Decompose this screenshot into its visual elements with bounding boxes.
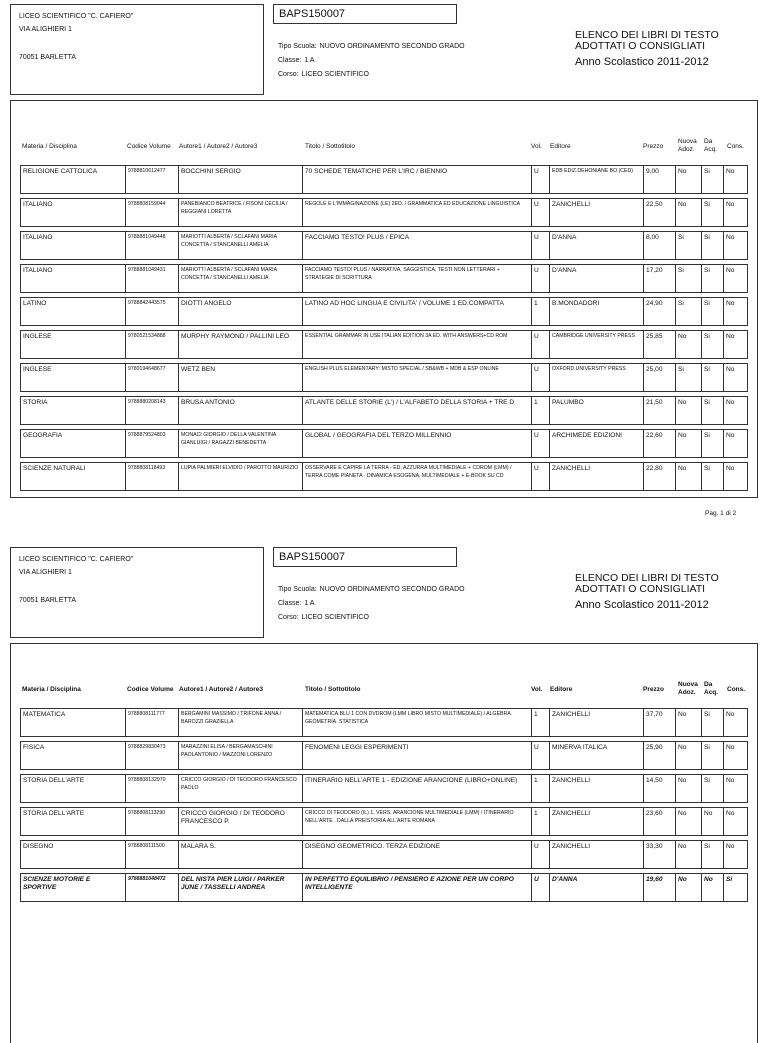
cell-nuova: Si [676, 298, 702, 326]
school-street: VIA ALIGHIERI 1 [19, 26, 72, 33]
school-info-box [10, 4, 264, 95]
cell-materia: SCIENZE MOTORIE E SPORTIVE [21, 874, 126, 902]
col-header-prezzo: Prezzo [643, 686, 664, 693]
cell-editore: D'ANNA [550, 874, 644, 902]
class: Classe: 1 A [278, 57, 315, 64]
cell-codice: 9788808118493 [126, 463, 179, 491]
cell-prezzo: 25,85 [644, 331, 676, 359]
cell-autori: MURPHY RAYMOND / PALLINI LEO [179, 331, 303, 359]
cell-editore: ZANICHELLI [550, 808, 644, 836]
cell-vol: U [532, 331, 550, 359]
col-header-codice: Codice Volume [127, 143, 171, 150]
cell-prezzo: 22,80 [644, 463, 676, 491]
cell-codice: 9788880208143 [126, 397, 179, 425]
col-header-titolo: Titolo / Sottotitolo [305, 686, 361, 693]
cell-autori: CRICCO GIORGIO / DI TEODORO FRANCESCO PAOLO [179, 775, 303, 803]
cell-titolo: ENGLISH PLUS ELEMENTARY: MISTO SPECIAL / SB&WB + MDB & ESP ONLINE [303, 364, 532, 392]
cell-titolo: ITINERARIO NELL'ARTE 1 - EDIZIONE ARANCIONE (LIBRO+ONLINE) [303, 775, 532, 803]
cell-cons: No [724, 430, 748, 458]
cell-prezzo: 37,70 [644, 709, 676, 737]
cell-autori: BRUSA ANTONIO [179, 397, 303, 425]
col-header-nuova: Nuova Adoz. [678, 681, 698, 696]
cell-prezzo: 19,60 [644, 874, 676, 902]
cell-codice: 9788808111500 [126, 841, 179, 869]
cell-editore: PALUMBO [550, 397, 644, 425]
cell-da: Si [702, 775, 724, 803]
cell-autori: MARIOTTI ALBERTA / SCLAFANI MARIA CONCETTA / STANCANELLI AMELIA [179, 265, 303, 293]
cell-prezzo: 8,00 [644, 232, 676, 260]
cell-autori: MONACI GIORGIO / DELLA VALENTINA GIANLUIGI / RAGAZZI BENEDETTA [179, 430, 303, 458]
school-code: BAPS150007 [273, 4, 457, 24]
cell-autori: WETZ BEN [179, 364, 303, 392]
cell-nuova: No [676, 199, 702, 227]
books-table [20, 708, 748, 902]
school-code: BAPS150007 [273, 547, 457, 567]
cell-nuova: No [676, 463, 702, 491]
cell-vol: 1 [532, 775, 550, 803]
cell-editore: ZANICHELLI [550, 775, 644, 803]
cell-da: Si [702, 742, 724, 770]
table-row [21, 463, 748, 491]
cell-materia: ITALIANO [21, 265, 126, 293]
cell-titolo: LATINO AD HOC LINGUA E CIVILITA' / VOLUME 1 ED.COMPATTA [303, 298, 532, 326]
col-header-materia: Materia / Disciplina [22, 143, 77, 150]
school-type: Tipo Scuola: NUOVO ORDINAMENTO SECONDO GRADO [278, 43, 465, 50]
cell-codice: 9788810612477 [126, 166, 179, 194]
cell-codice: 9788808132970 [126, 775, 179, 803]
cell-materia: ITALIANO [21, 199, 126, 227]
cell-da: Si [702, 841, 724, 869]
cell-titolo: 70 SCHEDE TEMATICHE PER L'IRC / BIENNIO [303, 166, 532, 194]
cell-materia: SCIENZE NATURALI [21, 463, 126, 491]
table-row [21, 874, 748, 902]
cell-titolo: ATLANTE DELLE STORIE (L') / L'ALFABETO DELLA STORIA + TRE D [303, 397, 532, 425]
col-header-editore: Editore [550, 686, 573, 693]
cell-titolo: FENOMENI LEGGI ESPERIMENTI [303, 742, 532, 770]
cell-titolo: DISEGNO GEOMETRICO. TERZA EDIZIONE [303, 841, 532, 869]
cell-materia: STORIA [21, 397, 126, 425]
cell-materia: ITALIANO [21, 232, 126, 260]
cell-cons: No [724, 298, 748, 326]
school-city: 70051 BARLETTA [19, 597, 77, 604]
cell-autori: MARIOTTI ALBERTA / SCLAFANI MARIA CONCETTA / STANCANELLI AMELIA [179, 232, 303, 260]
school-type: Tipo Scuola: NUOVO ORDINAMENTO SECONDO GRADO [278, 586, 465, 593]
cell-nuova: No [676, 775, 702, 803]
class: Classe: 1 A [278, 600, 315, 607]
cell-materia: RELIGIONE CATTOLICA [21, 166, 126, 194]
cell-codice: 9788808113290 [126, 808, 179, 836]
cell-titolo: IN PERFETTO EQUILIBRIO / PENSIERO E AZIONE PER UN CORPO INTELLIGENTE [303, 874, 532, 902]
cell-autori: BOCCHINI SERGIO [179, 166, 303, 194]
cell-prezzo: 22,60 [644, 430, 676, 458]
col-header-da: Da Acq. [704, 681, 719, 696]
cell-da: Si [702, 709, 724, 737]
cell-titolo: CRICCO DI TEODORO (IL) 1, VERS. ARANCIONE MULTIMEDIALE (LMM) / ITINERARIO NELL'ARTE . DALLA PREISTORIA ALL'ARTE ROMANA [303, 808, 532, 836]
cell-da: Si [702, 199, 724, 227]
cell-cons: No [724, 463, 748, 491]
cell-vol: 1 [532, 808, 550, 836]
title-line-1: ELENCO DEI LIBRI DI TESTO [575, 29, 719, 41]
cell-titolo: GLOBAL / GEOGRAFIA DEL TERZO MILLENNIO [303, 430, 532, 458]
table-row [21, 841, 748, 869]
cell-vol: U [532, 232, 550, 260]
cell-prezzo: 25,00 [644, 364, 676, 392]
cell-codice: 9788881049448 [126, 232, 179, 260]
cell-nuova: Si [676, 364, 702, 392]
cell-cons: No [724, 331, 748, 359]
cell-materia: STORIA DELL'ARTE [21, 775, 126, 803]
cell-da: Si [702, 265, 724, 293]
cell-autori: DIOTTI ANGELO [179, 298, 303, 326]
cell-nuova: No [676, 841, 702, 869]
cell-nuova: No [676, 331, 702, 359]
cell-materia: LATINO [21, 298, 126, 326]
col-header-editore: Editore [550, 143, 571, 150]
cell-editore: D'ANNA [550, 232, 644, 260]
cell-editore: ZANICHELLI [550, 709, 644, 737]
cell-autori: PANEBIANCO BEATRICE / FISONI CECILIA / REGGIANI LORETTA [179, 199, 303, 227]
cell-materia: FISICA [21, 742, 126, 770]
cell-editore: ZANICHELLI [550, 199, 644, 227]
cell-vol: U [532, 874, 550, 902]
cell-vol: U [532, 742, 550, 770]
table-row [21, 265, 748, 293]
school-year: Anno Scolastico 2011-2012 [575, 56, 709, 68]
page-number: Pag. 1 di 2 [705, 510, 737, 517]
cell-cons: No [724, 232, 748, 260]
table-row [21, 166, 748, 194]
cell-vol: U [532, 364, 550, 392]
title-line-2: ADOTTATI O CONSIGLIATI [575, 40, 706, 52]
cell-da: Si [702, 298, 724, 326]
cell-autori: MARAZZINI ELISA / BERGAMASCHINI PAOLANTONIO / MAZZONI LORENZO [179, 742, 303, 770]
school-year: Anno Scolastico 2011-2012 [575, 599, 709, 611]
table-row [21, 397, 748, 425]
cell-titolo: FACCIAMO TESTO! PLUS / NARRATIVA, SAGGISTICA, TESTI NON LETTERARI + STRATEGIE DI SCRITTURA [303, 265, 532, 293]
cell-editore: ZANICHELLI [550, 841, 644, 869]
cell-materia: DISEGNO [21, 841, 126, 869]
cell-vol: U [532, 166, 550, 194]
cell-prezzo: 21,50 [644, 397, 676, 425]
cell-editore: B.MONDADORI [550, 298, 644, 326]
col-header-autori: Autore1 / Autore2 / Autore3 [179, 143, 258, 150]
cell-codice: 9788829830473 [126, 742, 179, 770]
cell-vol: U [532, 199, 550, 227]
cell-cons: No [724, 808, 748, 836]
cell-prezzo: 24,90 [644, 298, 676, 326]
table-row [21, 775, 748, 803]
cell-nuova: Si [676, 265, 702, 293]
col-header-prezzo: Prezzo [643, 143, 664, 150]
table-row [21, 199, 748, 227]
cell-editore: CAMBRIDGE UNIVERSITY PRESS [550, 331, 644, 359]
title-line-1: ELENCO DEI LIBRI DI TESTO [575, 572, 719, 584]
cell-cons: No [724, 199, 748, 227]
cell-materia: INGLESE [21, 364, 126, 392]
school-name: LICEO SCIENTIFICO "C. CAFIERO" [19, 13, 134, 20]
cell-autori: BERGAMINI MASSIMO / TRIFONE ANNA / BAROZZI GRAZIELLA [179, 709, 303, 737]
cell-prezzo: 9,00 [644, 166, 676, 194]
cell-da: Si [702, 463, 724, 491]
col-header-materia: Materia / Disciplina [22, 686, 81, 693]
col-header-titolo: Titolo / Sottotitolo [305, 143, 355, 150]
col-header-codice: Codice Volume [127, 686, 174, 693]
cell-cons: No [724, 397, 748, 425]
cell-vol: 1 [532, 298, 550, 326]
cell-vol: U [532, 430, 550, 458]
col-header-cons: Cons. [727, 686, 746, 693]
cell-nuova: No [676, 874, 702, 902]
title-line-2: ADOTTATI O CONSIGLIATI [575, 583, 706, 595]
cell-nuova: No [676, 709, 702, 737]
school-street: VIA ALIGHIERI 1 [19, 569, 72, 576]
cell-da: Si [702, 397, 724, 425]
table-row [21, 298, 748, 326]
cell-editore: D'ANNA [550, 265, 644, 293]
cell-nuova: No [676, 397, 702, 425]
cell-codice: 9780521534888 [126, 331, 179, 359]
cell-cons: No [724, 742, 748, 770]
cell-titolo: MATEMATICA.BLU 1 CON DVDROM (LMM LIBRO MISTO MULTIMEDIALE) / ALGEBRA. GEOMETRIA. STATISTICA [303, 709, 532, 737]
document-title [575, 30, 719, 68]
cell-editore: EDB EDIZ.DEHONIANE BO (CED) [550, 166, 644, 194]
cell-vol: U [532, 841, 550, 869]
cell-prezzo: 22,50 [644, 199, 676, 227]
cell-cons: No [724, 166, 748, 194]
cell-da: No [702, 874, 724, 902]
cell-cons: No [724, 265, 748, 293]
cell-codice: 9788879524803 [126, 430, 179, 458]
cell-da: Si [702, 430, 724, 458]
cell-vol: U [532, 265, 550, 293]
cell-codice: 9788881048472 [126, 874, 179, 902]
cell-autori: LUPIA PALMIERI ELVIDIO / PAROTTO MAURIZIO [179, 463, 303, 491]
cell-cons: Si [724, 874, 748, 902]
cell-autori: CRICCO GIORGIO / DI TEODORO FRANCESCO P. [179, 808, 303, 836]
cell-codice: 9788842443575 [126, 298, 179, 326]
col-header-autori: Autore1 / Autore2 / Autore3 [179, 686, 264, 693]
cell-codice: 9788808111777 [126, 709, 179, 737]
table-row [21, 331, 748, 359]
course: Corso: LICEO SCIENTIFICO [278, 614, 369, 621]
cell-editore: OXFORD UNIVERSITY PRESS [550, 364, 644, 392]
col-header-vol: Vol. [531, 686, 543, 693]
cell-codice: 9788881049431 [126, 265, 179, 293]
cell-prezzo: 17,20 [644, 265, 676, 293]
table-row [21, 364, 748, 392]
cell-codice: 9788808159044 [126, 199, 179, 227]
cell-prezzo: 14,50 [644, 775, 676, 803]
cell-editore: ZANICHELLI [550, 463, 644, 491]
cell-editore: MINERVA ITALICA [550, 742, 644, 770]
document-title [575, 573, 719, 611]
cell-nuova: No [676, 430, 702, 458]
cell-autori: MALARA S. [179, 841, 303, 869]
cell-vol: 1 [532, 709, 550, 737]
cell-cons: No [724, 364, 748, 392]
table-row [21, 808, 748, 836]
cell-nuova: No [676, 166, 702, 194]
cell-materia: INGLESE [21, 331, 126, 359]
cell-da: Si [702, 331, 724, 359]
cell-da: Si [702, 364, 724, 392]
school-info-box [10, 547, 264, 638]
cell-titolo: FACCIAMO TESTO! PLUS / EPICA [303, 232, 532, 260]
table-row [21, 232, 748, 260]
table-row [21, 742, 748, 770]
books-table [20, 165, 748, 491]
cell-autori: DEL NISTA PIER LUIGI / PARKER JUNE / TASSELLI ANDREA [179, 874, 303, 902]
school-name: LICEO SCIENTIFICO "C. CAFIERO" [19, 556, 134, 563]
cell-titolo: ESSENTIAL GRAMMAR IN USE ITALIAN EDITION 3A ED. WITH ANSWERS+CD ROM [303, 331, 532, 359]
cell-materia: MATEMATICA [21, 709, 126, 737]
cell-cons: No [724, 709, 748, 737]
cell-da: No [702, 808, 724, 836]
col-header-nuova: Nuova Adoz. [678, 138, 697, 153]
cell-materia: STORIA DELL'ARTE [21, 808, 126, 836]
table-row [21, 430, 748, 458]
school-city: 70051 BARLETTA [19, 54, 77, 61]
col-header-vol: Vol. [531, 143, 542, 150]
cell-materia: GEOGRAFIA [21, 430, 126, 458]
cell-prezzo: 25,90 [644, 742, 676, 770]
cell-vol: 1 [532, 397, 550, 425]
cell-cons: No [724, 775, 748, 803]
cell-vol: U [532, 463, 550, 491]
cell-prezzo: 33,30 [644, 841, 676, 869]
cell-prezzo: 23,60 [644, 808, 676, 836]
table-row [21, 709, 748, 737]
course: Corso: LICEO SCIENTIFICO [278, 71, 369, 78]
cell-codice: 9780194648677 [126, 364, 179, 392]
cell-da: Si [702, 166, 724, 194]
cell-titolo: OSSERVARE E CAPIRE LA TERRA - ED. AZZURRA MULTIMEDIALE + CDROM (LMM) / TERRA COME PIANETA - DINAMICA ESOGENA, MULTIMEDIALE + E-BOOK SU CD [303, 463, 532, 491]
cell-titolo: REGOLE E L'IMMAGINAZIONE (LE) 2ED. / GRAMMATICA ED EDUCAZIONE LINGUISTICA [303, 199, 532, 227]
cell-nuova: No [676, 808, 702, 836]
col-header-da: Da Acq. [704, 138, 718, 153]
cell-editore: ARCHIMEDE EDIZIONI [550, 430, 644, 458]
col-header-cons: Cons. [727, 143, 744, 150]
cell-da: Si [702, 232, 724, 260]
cell-nuova: Si [676, 232, 702, 260]
cell-cons: No [724, 841, 748, 869]
cell-nuova: No [676, 742, 702, 770]
